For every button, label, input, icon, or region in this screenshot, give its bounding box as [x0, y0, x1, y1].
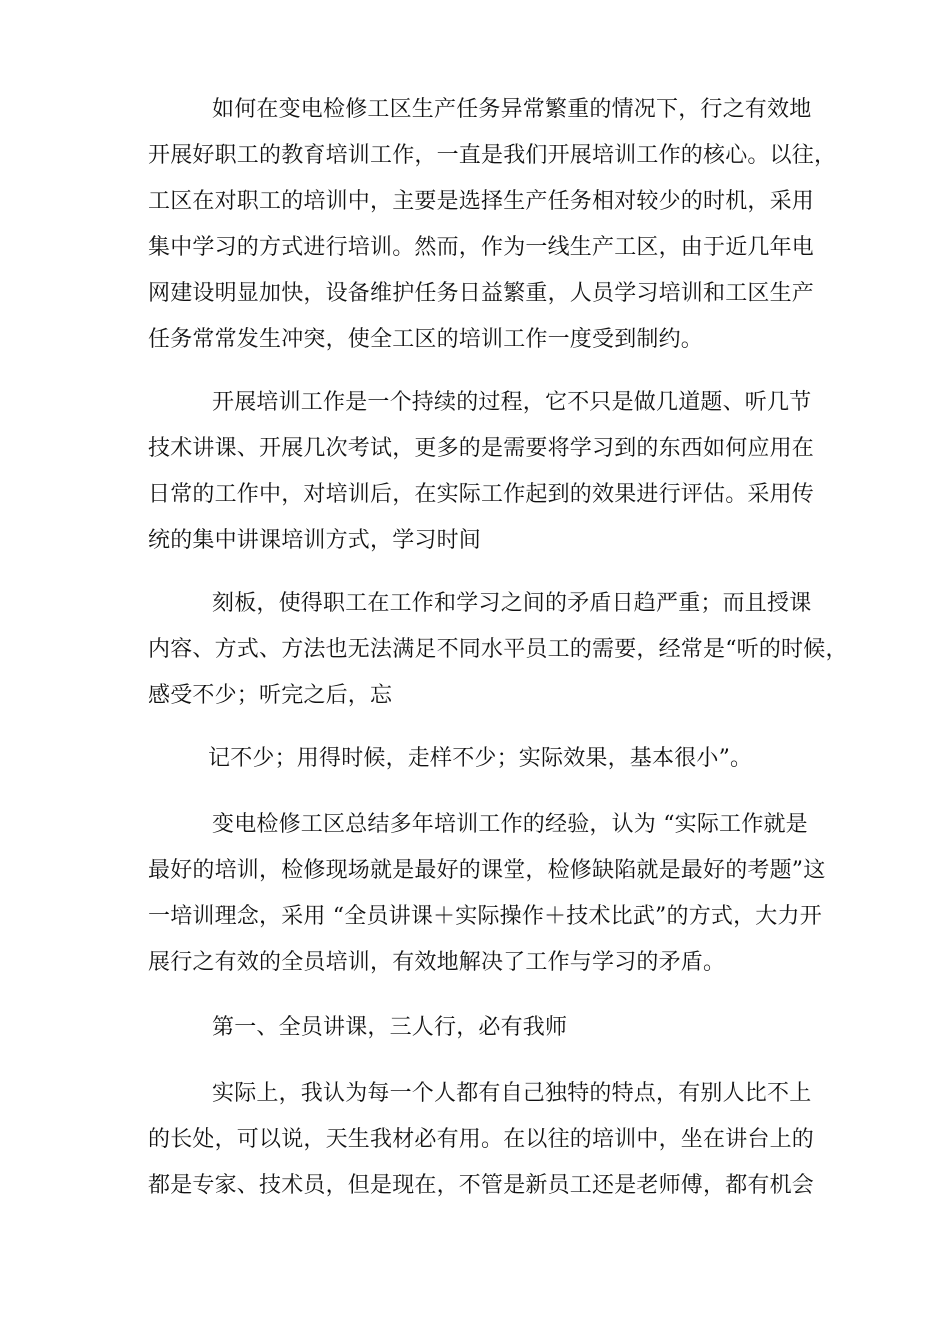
text-line: 如何在变电检修工区生产任务异常繁重的情况下，行之有效地	[212, 97, 812, 122]
text-line: 网建设明显加快，设备维护任务日益繁重，人员学习培训和工区生产	[148, 281, 815, 306]
text-line: 技术讲课、开展几次考试，更多的是需要将学习到的东西如何应用在	[148, 436, 815, 461]
text-line: 工区在对职工的培训中，主要是选择生产任务相对较少的时机，采用	[148, 189, 815, 214]
text-line: 统的集中讲课培训方式，学习时间	[148, 528, 482, 553]
text-line: 的长处，可以说，天生我材必有用。在以往的培训中，坐在讲台上的	[148, 1127, 815, 1152]
text-line: 任务常常发生冲突，使全工区的培训工作一度受到制约。	[148, 327, 704, 352]
text-line: 展行之有效的全员培训，有效地解决了工作与学习的矛盾。	[148, 950, 726, 975]
text-line: 集中学习的方式进行培训。然而，作为一线生产工区，由于近几年电	[148, 235, 815, 260]
text-line: 实际上，我认为每一个人都有自己独特的特点，有别人比不上	[212, 1081, 812, 1106]
text-line: 日常的工作中，对培训后，在实际工作起到的效果进行评估。采用传	[148, 482, 815, 507]
text-line: 开展好职工的教育培训工作，一直是我们开展培训工作的核心。以往，	[148, 143, 837, 168]
text-line: 变电检修工区总结多年培训工作的经验，认为 “实际工作就是	[212, 812, 808, 837]
text-line: 一培训理念，采用 “全员讲课＋实际操作＋技术比武”的方式，大力开	[148, 904, 822, 929]
text-line: 内容、方式、方法也无法满足不同水平员工的需要，经常是“听的时候，	[148, 637, 848, 662]
text-line: 都是专家、技术员，但是现在，不管是新员工还是老师傅，都有机会	[148, 1173, 815, 1198]
text-line: 第一、全员讲课，三人行，必有我师	[212, 1015, 568, 1040]
text-line: 最好的培训，检修现场就是最好的课堂，检修缺陷就是最好的考题”这	[148, 858, 826, 883]
text-line: 感受不少；听完之后，忘	[148, 683, 393, 708]
text-line: 开展培训工作是一个持续的过程，它不只是做几道题、听几节	[212, 390, 812, 415]
text-line: 记不少；用得时候，走样不少；实际效果，基本很小”。	[208, 746, 753, 771]
text-line: 刻板，使得职工在工作和学习之间的矛盾日趋严重；而且授课	[212, 591, 812, 616]
